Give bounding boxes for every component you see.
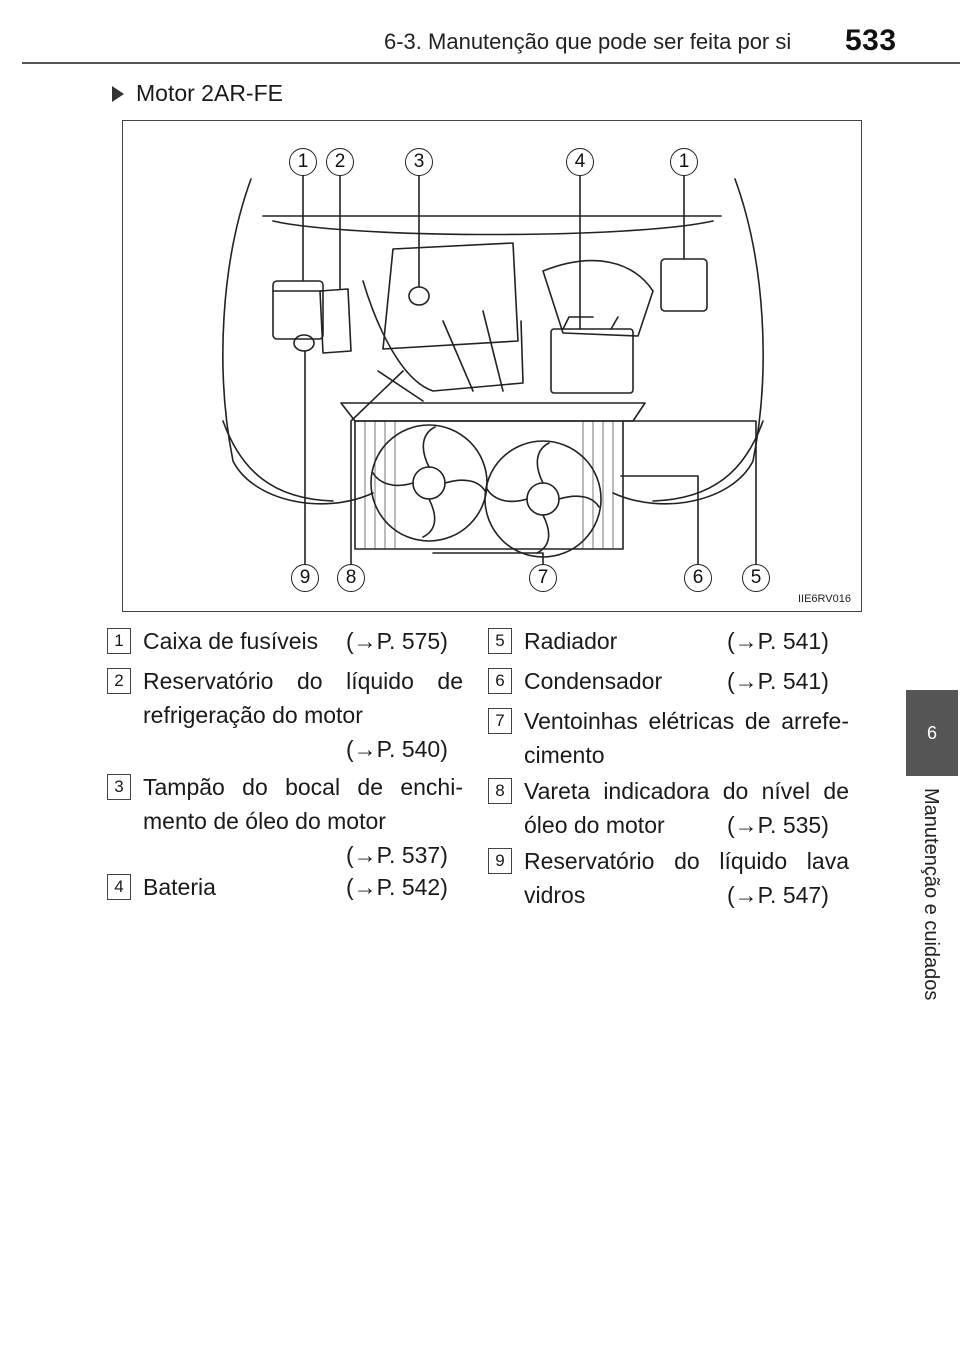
legend-ref: (→P. 547) (727, 882, 829, 908)
legend-ref: (→P. 541) (727, 628, 829, 654)
callout-8: 8 (337, 564, 365, 592)
legend-text: Ventoinhas elétricas de arrefe- (524, 708, 849, 734)
legend-item-6 (495, 664, 849, 698)
legend-text: Tampão do bocal de enchi- (143, 774, 463, 800)
section-heading-text: Motor 2AR-FE (136, 80, 283, 106)
legend-number: 9 (488, 848, 512, 874)
legend-text: mento de óleo do motor (143, 808, 386, 834)
callout-4: 4 (566, 148, 594, 176)
callout-7: 7 (529, 564, 557, 592)
legend-text: Reservatório do líquido de (143, 668, 463, 694)
callout-1-left: 1 (289, 148, 317, 176)
legend-ref: (→P. 540) (346, 736, 448, 762)
legend-item-9 (495, 844, 849, 912)
legend-item-2 (114, 664, 463, 762)
legend-text: Bateria (143, 874, 216, 900)
legend-item-8 (495, 774, 849, 842)
legend-ref: (→P. 542) (346, 874, 448, 900)
legend-text: óleo do motor (524, 812, 665, 838)
legend-item-3 (114, 770, 463, 868)
legend-item-1 (114, 624, 463, 658)
legend-text: Reservatório do líquido lava (524, 848, 849, 874)
callout-6: 6 (684, 564, 712, 592)
legend-text: Radiador (524, 628, 618, 654)
legend-ref: (→P. 535) (727, 812, 829, 838)
legend-item-4 (114, 870, 463, 904)
legend-item-7 (495, 704, 849, 772)
legend-number: 1 (107, 628, 131, 654)
legend-number: 2 (107, 668, 131, 694)
legend-text: refrigeração do motor (143, 702, 363, 728)
callout-5: 5 (742, 564, 770, 592)
header-title: 6-3. Manutenção que pode ser feita por si (384, 29, 792, 54)
legend-number: 7 (488, 708, 512, 734)
legend-number: 6 (488, 668, 512, 694)
legend-item-5 (495, 624, 849, 658)
legend-text: vidros (524, 882, 586, 908)
legend-number: 5 (488, 628, 512, 654)
legend-ref: (→P. 575) (346, 628, 448, 654)
chapter-label: Manutenção e cuidados (920, 788, 942, 1001)
callout-1-right: 1 (670, 148, 698, 176)
legend-text: Vareta indicadora do nível de (524, 778, 849, 804)
legend-number: 3 (107, 774, 131, 800)
legend-ref: (→P. 541) (727, 668, 829, 694)
legend-number: 4 (107, 874, 131, 900)
callout-3: 3 (405, 148, 433, 176)
legend-number: 8 (488, 778, 512, 804)
legend-ref: (→P. 537) (346, 842, 448, 868)
legend-text: Caixa de fusíveis (143, 628, 319, 654)
callout-9: 9 (291, 564, 319, 592)
legend-text: Condensador (524, 668, 663, 694)
chapter-tab: 6 (906, 690, 958, 776)
page-number: 533 (845, 24, 897, 57)
figure-id: IIE6RV016 (797, 593, 851, 605)
callout-2: 2 (326, 148, 354, 176)
legend-text: cimento (524, 742, 605, 768)
